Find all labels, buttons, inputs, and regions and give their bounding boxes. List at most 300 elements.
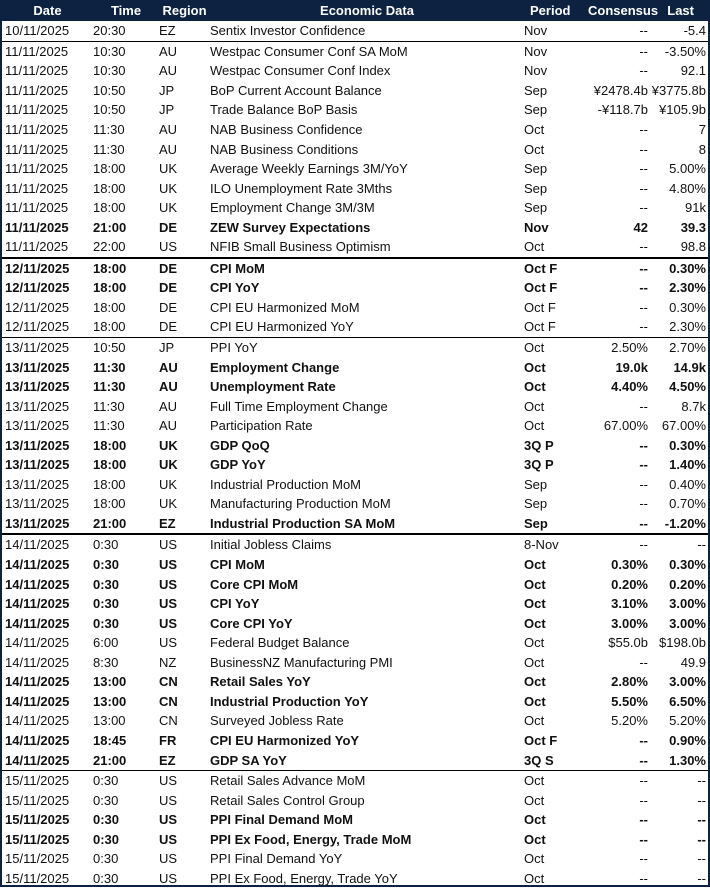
cell-consensus: 3.00%	[611, 615, 648, 631]
cell-time: 10:30	[93, 41, 159, 61]
table-row[interactable]	[2, 790, 708, 810]
cell-region: US	[159, 615, 178, 631]
cell-last: 0.30%	[669, 557, 706, 573]
cell-date: 13/11/2025	[5, 359, 70, 375]
cell-date: 11/11/2025	[5, 219, 69, 235]
table-row[interactable]	[2, 120, 708, 140]
cell-region: JP	[159, 102, 175, 118]
table-row[interactable]	[2, 377, 708, 397]
cell-last: 3.00%	[669, 674, 706, 690]
cell-period: Oct	[524, 576, 546, 592]
table-row[interactable]	[2, 750, 708, 770]
cell-consensus: 19.0k	[615, 359, 648, 375]
cell-period: Oct	[524, 615, 546, 631]
table-row[interactable]	[2, 416, 708, 436]
cell-last: --	[697, 831, 706, 847]
cell-last: --	[697, 870, 706, 886]
cell-last: 8	[698, 141, 706, 157]
cell-date: 14/11/2025	[5, 654, 70, 670]
cell-time: 10:30	[93, 63, 126, 79]
cell-consensus: 5.50%	[611, 693, 648, 709]
table-row[interactable]	[2, 337, 708, 357]
cell-region: AU	[159, 359, 178, 375]
cell-time: 10:50	[93, 102, 126, 118]
cell-last: 0.70%	[669, 496, 706, 512]
table-row[interactable]	[2, 555, 708, 575]
cell-last: 5.00%	[669, 161, 706, 177]
table-row[interactable]	[2, 237, 708, 258]
cell-last: 0.40%	[669, 476, 706, 492]
cell-last: 5.20%	[669, 713, 706, 729]
cell-economic-data: PPI YoY	[210, 337, 524, 357]
table-row[interactable]	[2, 594, 708, 614]
cell-consensus: --	[639, 851, 648, 867]
cell-region: EZ	[159, 23, 176, 39]
cell-time: 18:00	[93, 280, 127, 296]
cell-time: 13:00	[93, 674, 127, 690]
cell-period: Oct	[524, 122, 545, 137]
cell-last: 3.00%	[669, 615, 706, 631]
cell-region: AU	[159, 63, 178, 79]
cell-economic-data: CPI EU Harmonized MoM	[210, 299, 360, 315]
table-row[interactable]	[2, 455, 708, 475]
table-row[interactable]	[2, 357, 708, 377]
cell-economic-data: Industrial Production MoM	[210, 476, 362, 492]
cell-region: CN	[159, 693, 178, 709]
cell-consensus: --	[588, 258, 650, 279]
cell-period: Oct	[524, 851, 545, 867]
table-row[interactable]	[2, 139, 708, 159]
column-header-last[interactable]: Last	[667, 3, 694, 18]
cell-economic-data: Unemployment Rate	[210, 379, 336, 395]
cell-last: 2.30%	[669, 319, 706, 335]
cell-date: 15/11/2025	[5, 812, 70, 828]
table-row[interactable]	[2, 198, 708, 218]
cell-consensus: --	[588, 41, 650, 61]
cell-time: 21:00	[93, 752, 127, 768]
cell-consensus: 67.00%	[603, 418, 648, 434]
cell-date: 15/11/2025	[5, 851, 70, 867]
cell-region: UK	[159, 496, 178, 512]
cell-consensus: --	[639, 161, 648, 177]
table-row[interactable]	[2, 810, 708, 830]
cell-time: 0:30	[93, 534, 159, 555]
cell-date: 13/11/2025	[5, 379, 70, 395]
cell-time: 8:30	[93, 654, 119, 670]
table-header-row	[2, 0, 708, 21]
cell-region: US	[159, 812, 178, 828]
cell-last: 0.30%	[650, 258, 708, 279]
cell-date: 11/11/2025	[5, 102, 69, 118]
cell-last: 0.90%	[669, 732, 706, 748]
cell-economic-data: PPI Final Demand MoM	[210, 812, 354, 828]
cell-period: 3Q S	[524, 752, 554, 768]
table-row[interactable]	[2, 672, 708, 692]
cell-period: Oct	[524, 337, 588, 357]
cell-period: Sep	[524, 102, 548, 118]
cell-date: 11/11/2025	[5, 141, 69, 157]
cell-economic-data: Westpac Consumer Conf Index	[210, 63, 391, 79]
table-row[interactable]	[2, 278, 708, 298]
cell-economic-data: CPI EU Harmonized YoY	[210, 732, 360, 748]
cell-economic-data: PPI Final Demand YoY	[210, 851, 343, 867]
cell-last: 6.50%	[669, 693, 706, 709]
column-header-date[interactable]: Date	[33, 3, 62, 18]
cell-consensus: --	[639, 23, 648, 39]
cell-consensus: --	[639, 122, 648, 137]
table-row[interactable]	[2, 849, 708, 869]
cell-consensus: --	[639, 299, 648, 315]
table-row[interactable]	[2, 61, 708, 81]
cell-period: 8-Nov	[524, 534, 588, 555]
cell-period: 3Q P	[524, 437, 554, 453]
cell-region: FR	[159, 732, 177, 748]
cell-region: DE	[159, 258, 210, 279]
cell-consensus: --	[639, 732, 648, 748]
cell-economic-data: Average Weekly Earnings 3M/YoY	[210, 161, 408, 177]
cell-date: 14/11/2025	[5, 713, 70, 729]
cell-date: 14/11/2025	[5, 576, 70, 592]
cell-date: 13/11/2025	[5, 515, 70, 531]
cell-time: 18:00	[93, 180, 126, 196]
cell-time: 13:00	[93, 713, 126, 729]
cell-consensus: --	[639, 437, 648, 453]
cell-consensus: 3.10%	[611, 596, 648, 612]
table-row[interactable]	[2, 100, 708, 120]
cell-consensus: 5.20%	[611, 713, 648, 729]
cell-region: US	[159, 239, 178, 255]
cell-region: DE	[159, 280, 178, 296]
cell-region: UK	[159, 457, 178, 473]
cell-region: UK	[159, 180, 178, 196]
cell-period: Nov	[524, 23, 548, 39]
cell-period: Nov	[524, 41, 588, 61]
cell-consensus: --	[588, 534, 650, 555]
table-row[interactable]	[2, 159, 708, 179]
cell-economic-data: Sentix Investor Confidence	[210, 23, 366, 39]
column-header-period[interactable]: Period	[530, 3, 571, 18]
cell-time: 18:00	[93, 319, 126, 335]
cell-region: AU	[159, 122, 178, 137]
cell-time: 18:00	[93, 457, 127, 473]
table-row[interactable]	[2, 731, 708, 751]
cell-economic-data: CPI MoM	[210, 557, 265, 573]
cell-date: 11/11/2025	[5, 122, 69, 137]
cell-date: 10/11/2025	[5, 23, 70, 39]
cell-economic-data: Initial Jobless Claims	[210, 534, 524, 555]
cell-time: 21:00	[93, 219, 127, 235]
cell-period: Oct	[524, 141, 545, 157]
cell-economic-data: GDP YoY	[210, 457, 266, 473]
cell-last: 67.00%	[661, 418, 706, 434]
cell-economic-data: Federal Budget Balance	[210, 635, 350, 651]
cell-region: DE	[159, 299, 178, 315]
cell-date: 13/11/2025	[2, 337, 93, 357]
table-row[interactable]	[2, 81, 708, 101]
cell-date: 11/11/2025	[5, 200, 69, 216]
cell-region: UK	[159, 200, 178, 216]
cell-economic-data: CPI MoM	[210, 258, 524, 279]
cell-time: 0:30	[93, 770, 159, 790]
cell-consensus: --	[639, 831, 648, 847]
cell-economic-data: Core CPI MoM	[210, 576, 299, 592]
table-row[interactable]	[2, 653, 708, 673]
cell-region: US	[159, 596, 178, 612]
cell-region: US	[159, 831, 178, 847]
cell-consensus: --	[639, 280, 648, 296]
table-row[interactable]	[2, 258, 708, 279]
cell-economic-data: NAB Business Conditions	[210, 141, 359, 157]
cell-last: 92.1	[680, 63, 706, 79]
cell-consensus: --	[639, 496, 648, 512]
cell-date: 12/11/2025	[5, 319, 70, 335]
cell-time: 0:30	[93, 596, 120, 612]
table-row[interactable]	[2, 317, 708, 337]
cell-period: Oct	[524, 596, 546, 612]
cell-region: DE	[159, 219, 178, 235]
cell-region: US	[159, 851, 178, 867]
cell-date: 13/11/2025	[5, 457, 70, 473]
cell-consensus: --	[639, 812, 648, 828]
cell-economic-data: Manufacturing Production MoM	[210, 496, 391, 512]
cell-period: Sep	[524, 515, 548, 531]
cell-consensus: --	[639, 752, 648, 768]
cell-consensus: --	[639, 63, 648, 79]
cell-consensus: --	[639, 319, 648, 335]
cell-time: 21:00	[93, 515, 127, 531]
column-header-consensus[interactable]: Consensus	[588, 3, 659, 18]
cell-region: US	[159, 770, 210, 790]
cell-last: 14.9k	[673, 359, 706, 375]
cell-last: --	[697, 792, 706, 808]
table-row[interactable]	[2, 711, 708, 731]
cell-consensus: 4.40%	[611, 379, 648, 395]
cell-economic-data: ZEW Survey Expectations	[210, 219, 371, 235]
cell-economic-data: PPI Ex Food, Energy, Trade YoY	[210, 870, 398, 886]
table-row[interactable]	[2, 869, 708, 889]
cell-period: Nov	[524, 63, 548, 79]
cell-time: 0:30	[93, 615, 120, 631]
cell-date: 12/11/2025	[5, 280, 70, 296]
cell-region: JP	[159, 337, 210, 357]
table-row[interactable]	[2, 494, 708, 514]
cell-economic-data: CPI YoY	[210, 596, 260, 612]
cell-period: 3Q P	[524, 457, 554, 473]
cell-time: 11:30	[93, 418, 125, 434]
table-row[interactable]	[2, 514, 708, 535]
cell-last: 3.00%	[669, 596, 706, 612]
cell-date: 15/11/2025	[5, 870, 70, 886]
cell-date: 11/11/2025	[5, 63, 69, 79]
cell-last: --	[650, 534, 708, 555]
cell-date: 13/11/2025	[5, 496, 70, 512]
cell-last: 4.80%	[669, 180, 706, 196]
column-header-region[interactable]: Region	[162, 3, 207, 18]
cell-economic-data: CPI EU Harmonized YoY	[210, 319, 354, 335]
table-row[interactable]	[2, 298, 708, 318]
cell-time: 11:30	[93, 379, 126, 395]
cell-period: Oct	[524, 635, 545, 651]
cell-economic-data: NFIB Small Business Optimism	[210, 239, 391, 255]
cell-period: Sep	[524, 82, 548, 98]
cell-time: 18:45	[93, 732, 127, 748]
table-row[interactable]	[2, 829, 708, 849]
cell-economic-data: Retail Sales Advance MoM	[210, 770, 524, 790]
cell-region: AU	[159, 379, 178, 395]
cell-date: 14/11/2025	[5, 596, 70, 612]
cell-time: 18:00	[93, 200, 126, 216]
table-row[interactable]	[2, 178, 708, 198]
cell-date: 13/11/2025	[5, 398, 70, 414]
column-header-time[interactable]: Time	[110, 3, 142, 18]
cell-economic-data: Surveyed Jobless Rate	[210, 713, 344, 729]
cell-last: --	[697, 851, 706, 867]
cell-date: 11/11/2025	[5, 180, 69, 196]
cell-consensus: --	[639, 239, 648, 255]
cell-time: 22:00	[93, 239, 126, 255]
table-body	[2, 21, 708, 888]
cell-region: AU	[159, 418, 178, 434]
cell-consensus: -¥118.7b	[597, 102, 648, 118]
cell-date: 13/11/2025	[5, 418, 70, 434]
cell-time: 10:50	[93, 82, 126, 98]
cell-date: 11/11/2025	[5, 239, 69, 255]
cell-consensus: --	[588, 770, 650, 790]
cell-time: 0:30	[93, 792, 119, 808]
cell-time: 11:30	[93, 122, 125, 137]
cell-region: JP	[159, 82, 175, 98]
table-row[interactable]	[2, 396, 708, 416]
cell-period: Nov	[524, 219, 549, 235]
cell-period: Oct	[524, 693, 546, 709]
table-row[interactable]	[2, 217, 708, 237]
cell-time: 6:00	[93, 635, 119, 651]
table-row[interactable]	[2, 613, 708, 633]
cell-economic-data: BoP Current Account Balance	[210, 82, 382, 98]
cell-economic-data: GDP QoQ	[210, 437, 270, 453]
cell-region: AU	[159, 41, 210, 61]
cell-time: 11:30	[93, 141, 125, 157]
cell-date: 15/11/2025	[5, 831, 70, 847]
cell-economic-data: CPI YoY	[210, 280, 260, 296]
cell-consensus: 0.20%	[611, 576, 648, 592]
cell-consensus: ¥2478.4b	[593, 82, 648, 98]
cell-economic-data: Industrial Production YoY	[210, 693, 369, 709]
cell-period: Oct	[524, 418, 545, 434]
cell-time: 18:00	[93, 161, 126, 177]
cell-last: 8.7k	[681, 398, 706, 414]
cell-consensus: --	[639, 141, 648, 157]
table-row[interactable]	[2, 21, 708, 41]
cell-last: 91k	[685, 200, 706, 216]
table-row[interactable]	[2, 534, 708, 555]
cell-region: AU	[159, 141, 178, 157]
cell-period: Oct	[524, 870, 545, 886]
cell-date: 15/11/2025	[5, 792, 70, 808]
cell-economic-data: Retail Sales Control Group	[210, 792, 365, 808]
cell-time: 0:30	[93, 557, 120, 573]
table-row[interactable]	[2, 475, 708, 495]
table-row[interactable]	[2, 574, 708, 594]
cell-consensus: --	[639, 476, 648, 492]
cell-economic-data: Westpac Consumer Conf SA MoM	[210, 41, 524, 61]
cell-time: 18:00	[93, 299, 126, 315]
table-row[interactable]	[2, 435, 708, 455]
cell-consensus: --	[639, 398, 648, 414]
cell-region: UK	[159, 437, 178, 453]
cell-date: 14/11/2025	[5, 615, 70, 631]
cell-economic-data: Trade Balance BoP Basis	[210, 102, 358, 118]
economic-calendar-table	[2, 0, 708, 888]
cell-time: 0:30	[93, 576, 120, 592]
cell-region: AU	[159, 398, 178, 414]
cell-time: 20:30	[93, 23, 126, 39]
cell-date: 13/11/2025	[5, 476, 70, 492]
cell-region: EZ	[159, 515, 176, 531]
cell-period: Oct	[524, 770, 588, 790]
table-row[interactable]	[2, 41, 708, 61]
cell-period: Oct F	[524, 319, 556, 335]
cell-economic-data: Industrial Production SA MoM	[210, 515, 396, 531]
cell-consensus: --	[639, 457, 648, 473]
table-row[interactable]	[2, 692, 708, 712]
cell-date: 13/11/2025	[5, 437, 70, 453]
cell-last: 7	[698, 122, 706, 137]
cell-consensus: --	[639, 515, 648, 531]
cell-economic-data: PPI Ex Food, Energy, Trade MoM	[210, 831, 412, 847]
table-row[interactable]	[2, 770, 708, 790]
cell-region: UK	[159, 161, 178, 177]
cell-last: 0.30%	[669, 437, 706, 453]
cell-period: Sep	[524, 496, 548, 512]
cell-period: Oct F	[524, 258, 588, 279]
cell-last: -5.4	[683, 23, 706, 39]
cell-period: Oct	[524, 239, 545, 255]
cell-last: 39.3	[680, 219, 706, 235]
cell-last: 1.30%	[669, 752, 706, 768]
cell-time: 18:00	[93, 496, 126, 512]
cell-time: 10:50	[93, 337, 159, 357]
cell-last: 0.20%	[669, 576, 706, 592]
cell-date: 14/11/2025	[5, 752, 70, 768]
cell-period: Oct	[524, 654, 545, 670]
cell-date: 11/11/2025	[5, 82, 69, 98]
cell-date: 11/11/2025	[5, 161, 69, 177]
cell-consensus: --	[639, 870, 648, 886]
cell-last: --	[650, 770, 708, 790]
cell-consensus: 0.30%	[611, 557, 648, 573]
cell-period: Sep	[524, 180, 548, 196]
column-header-economic-data[interactable]: Economic Data	[320, 3, 414, 18]
cell-region: DE	[159, 319, 178, 335]
cell-period: Oct F	[524, 299, 556, 315]
table-row[interactable]	[2, 633, 708, 653]
cell-time: 18:00	[93, 476, 126, 492]
cell-date: 12/11/2025	[5, 299, 70, 315]
cell-date: 14/11/2025	[5, 635, 70, 651]
cell-time: 0:30	[93, 831, 120, 847]
cell-economic-data: Employment Change	[210, 359, 340, 375]
cell-last: -3.50%	[650, 41, 708, 61]
cell-last: -1.20%	[664, 515, 706, 531]
cell-consensus: 2.50%	[588, 337, 650, 357]
cell-consensus: --	[639, 654, 648, 670]
cell-date: 11/11/2025	[2, 41, 93, 61]
cell-economic-data: ILO Unemployment Rate 3Mths	[210, 180, 393, 196]
cell-last: --	[697, 812, 706, 828]
cell-date: 14/11/2025	[5, 674, 70, 690]
cell-time: 0:30	[93, 870, 119, 886]
